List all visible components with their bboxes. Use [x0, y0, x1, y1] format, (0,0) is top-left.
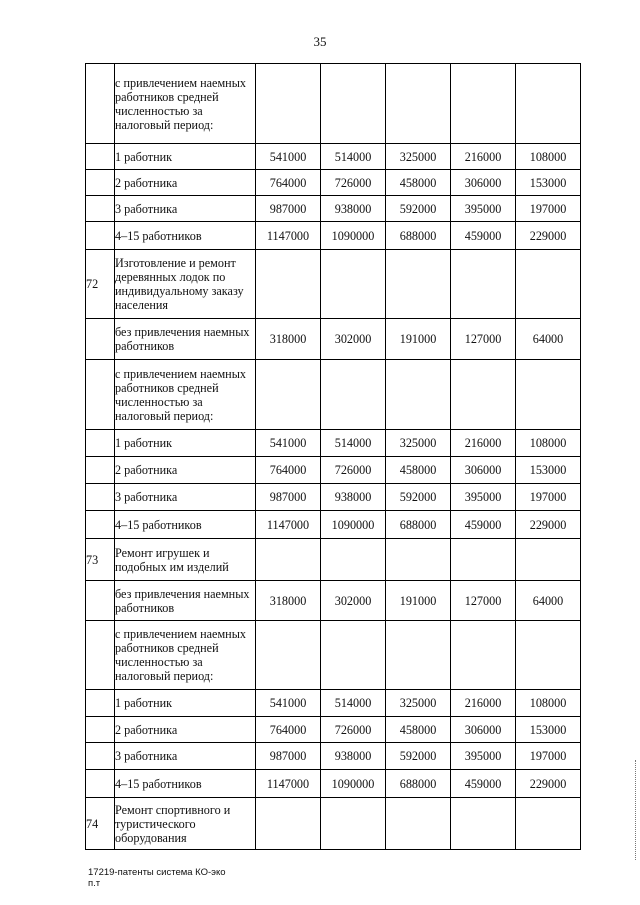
value-cell: 64000	[516, 581, 581, 621]
activity-label-cell: Изготовление и ремонт деревянных лодок по индивидуальному заказу населения	[115, 250, 256, 319]
item-number-cell	[86, 690, 115, 717]
item-number-cell: 74	[86, 798, 115, 850]
footer-line-2: п.т	[88, 878, 101, 889]
activity-label-cell: с привлечением наемных работников средней численностью за налоговый период:	[115, 360, 256, 430]
table-row	[86, 581, 581, 621]
page-number: 35	[313, 34, 327, 49]
value-cell: 764000	[256, 717, 321, 743]
value-cell	[386, 360, 451, 430]
value-cell	[516, 360, 581, 430]
table-row	[86, 250, 581, 319]
value-cell: 1090000	[321, 770, 386, 798]
value-cell	[386, 539, 451, 581]
value-cell: 395000	[451, 743, 516, 770]
item-number-cell	[86, 319, 115, 360]
tariff-table-body	[86, 64, 581, 850]
activity-label-cell: 2 работника	[115, 457, 256, 484]
table-row	[86, 196, 581, 222]
value-cell: 688000	[386, 511, 451, 539]
value-cell: 216000	[451, 690, 516, 717]
value-cell: 592000	[386, 484, 451, 511]
value-cell	[451, 798, 516, 850]
value-cell	[516, 798, 581, 850]
value-cell	[321, 360, 386, 430]
value-cell: 395000	[451, 196, 516, 222]
value-cell	[321, 250, 386, 319]
value-cell: 726000	[321, 170, 386, 196]
table-row	[86, 690, 581, 717]
value-cell: 306000	[451, 457, 516, 484]
item-number-cell	[86, 770, 115, 798]
value-cell: 153000	[516, 457, 581, 484]
item-number-cell	[86, 196, 115, 222]
value-cell: 64000	[516, 319, 581, 360]
value-cell	[451, 64, 516, 144]
value-cell: 325000	[386, 690, 451, 717]
activity-label-cell: 2 работника	[115, 170, 256, 196]
table-row	[86, 621, 581, 690]
table-row	[86, 484, 581, 511]
activity-label-cell: 3 работника	[115, 196, 256, 222]
activity-label-cell: с привлечением наемных работников средней численностью за налоговый период:	[115, 621, 256, 690]
value-cell: 541000	[256, 144, 321, 170]
value-cell: 216000	[451, 144, 516, 170]
value-cell	[386, 250, 451, 319]
table-row	[86, 319, 581, 360]
value-cell: 938000	[321, 743, 386, 770]
value-cell: 764000	[256, 170, 321, 196]
item-number-cell	[86, 621, 115, 690]
table-row	[86, 539, 581, 581]
value-cell	[256, 360, 321, 430]
value-cell: 1090000	[321, 222, 386, 250]
item-number-cell: 73	[86, 539, 115, 581]
value-cell: 764000	[256, 457, 321, 484]
value-cell	[256, 539, 321, 581]
value-cell: 127000	[451, 319, 516, 360]
value-cell: 127000	[451, 581, 516, 621]
value-cell	[451, 360, 516, 430]
footer	[88, 867, 226, 889]
activity-label-cell: 4–15 работников	[115, 511, 256, 539]
value-cell	[516, 539, 581, 581]
activity-label-cell: 1 работник	[115, 690, 256, 717]
item-number-cell	[86, 457, 115, 484]
table-row	[86, 360, 581, 430]
value-cell: 987000	[256, 196, 321, 222]
activity-label-cell: без привлечения наемных работников	[115, 319, 256, 360]
value-cell: 592000	[386, 743, 451, 770]
value-cell	[321, 64, 386, 144]
value-cell: 229000	[516, 511, 581, 539]
item-number-cell	[86, 743, 115, 770]
activity-label-cell: Ремонт игрушек и подобных им изделий	[115, 539, 256, 581]
value-cell: 541000	[256, 430, 321, 457]
value-cell: 592000	[386, 196, 451, 222]
item-number-cell	[86, 717, 115, 743]
table-row	[86, 717, 581, 743]
value-cell	[386, 621, 451, 690]
value-cell: 191000	[386, 581, 451, 621]
item-number-cell	[86, 360, 115, 430]
value-cell: 306000	[451, 170, 516, 196]
value-cell: 395000	[451, 484, 516, 511]
value-cell: 458000	[386, 170, 451, 196]
value-cell: 1090000	[321, 511, 386, 539]
table-row	[86, 64, 581, 144]
table-row	[86, 222, 581, 250]
item-number-cell	[86, 170, 115, 196]
value-cell: 153000	[516, 170, 581, 196]
value-cell	[451, 621, 516, 690]
value-cell: 302000	[321, 319, 386, 360]
value-cell	[516, 64, 581, 144]
value-cell	[256, 621, 321, 690]
value-cell: 325000	[386, 430, 451, 457]
value-cell: 514000	[321, 690, 386, 717]
value-cell: 459000	[451, 511, 516, 539]
value-cell: 987000	[256, 484, 321, 511]
value-cell: 229000	[516, 770, 581, 798]
footer-line-1: 17219-патенты система КО-эко	[88, 867, 226, 878]
value-cell: 1147000	[256, 222, 321, 250]
value-cell: 197000	[516, 484, 581, 511]
item-number-cell	[86, 144, 115, 170]
activity-label-cell: 4–15 работников	[115, 770, 256, 798]
item-number-cell	[86, 511, 115, 539]
value-cell: 514000	[321, 144, 386, 170]
value-cell: 229000	[516, 222, 581, 250]
table-row	[86, 144, 581, 170]
value-cell: 108000	[516, 144, 581, 170]
value-cell: 541000	[256, 690, 321, 717]
value-cell: 197000	[516, 196, 581, 222]
value-cell: 318000	[256, 581, 321, 621]
value-cell: 938000	[321, 196, 386, 222]
value-cell: 325000	[386, 144, 451, 170]
value-cell	[256, 64, 321, 144]
value-cell	[386, 798, 451, 850]
value-cell	[256, 250, 321, 319]
table-row	[86, 170, 581, 196]
tariff-table	[85, 63, 581, 850]
value-cell: 306000	[451, 717, 516, 743]
activity-label-cell: 3 работника	[115, 484, 256, 511]
value-cell: 1147000	[256, 511, 321, 539]
activity-label-cell: 1 работник	[115, 144, 256, 170]
value-cell: 458000	[386, 457, 451, 484]
value-cell	[516, 250, 581, 319]
value-cell: 197000	[516, 743, 581, 770]
value-cell	[516, 621, 581, 690]
value-cell: 191000	[386, 319, 451, 360]
table-row	[86, 457, 581, 484]
value-cell: 726000	[321, 717, 386, 743]
value-cell: 459000	[451, 770, 516, 798]
value-cell: 153000	[516, 717, 581, 743]
value-cell: 458000	[386, 717, 451, 743]
activity-label-cell: 2 работника	[115, 717, 256, 743]
item-number-cell: 72	[86, 250, 115, 319]
value-cell	[321, 621, 386, 690]
value-cell: 514000	[321, 430, 386, 457]
value-cell	[321, 798, 386, 850]
table-row	[86, 430, 581, 457]
activity-label-cell: 4–15 работников	[115, 222, 256, 250]
value-cell: 688000	[386, 222, 451, 250]
value-cell: 1147000	[256, 770, 321, 798]
value-cell: 987000	[256, 743, 321, 770]
value-cell	[256, 798, 321, 850]
activity-label-cell: без привлечения наемных работников	[115, 581, 256, 621]
activity-label-cell: Ремонт спортивного и туристического оборудования	[115, 798, 256, 850]
value-cell: 938000	[321, 484, 386, 511]
item-number-cell	[86, 484, 115, 511]
item-number-cell	[86, 64, 115, 144]
activity-label-cell: 1 работник	[115, 430, 256, 457]
table-row	[86, 743, 581, 770]
value-cell: 302000	[321, 581, 386, 621]
scan-edge-marks	[632, 760, 636, 860]
value-cell: 216000	[451, 430, 516, 457]
value-cell: 688000	[386, 770, 451, 798]
value-cell	[386, 64, 451, 144]
activity-label-cell: 3 работника	[115, 743, 256, 770]
item-number-cell	[86, 222, 115, 250]
item-number-cell	[86, 430, 115, 457]
value-cell: 108000	[516, 690, 581, 717]
table-row	[86, 511, 581, 539]
value-cell	[451, 539, 516, 581]
table-row	[86, 798, 581, 850]
value-cell: 726000	[321, 457, 386, 484]
item-number-cell	[86, 581, 115, 621]
value-cell: 459000	[451, 222, 516, 250]
activity-label-cell: с привлечением наемных работников средней численностью за налоговый период:	[115, 64, 256, 144]
value-cell: 108000	[516, 430, 581, 457]
value-cell	[451, 250, 516, 319]
table-row	[86, 770, 581, 798]
value-cell: 318000	[256, 319, 321, 360]
value-cell	[321, 539, 386, 581]
